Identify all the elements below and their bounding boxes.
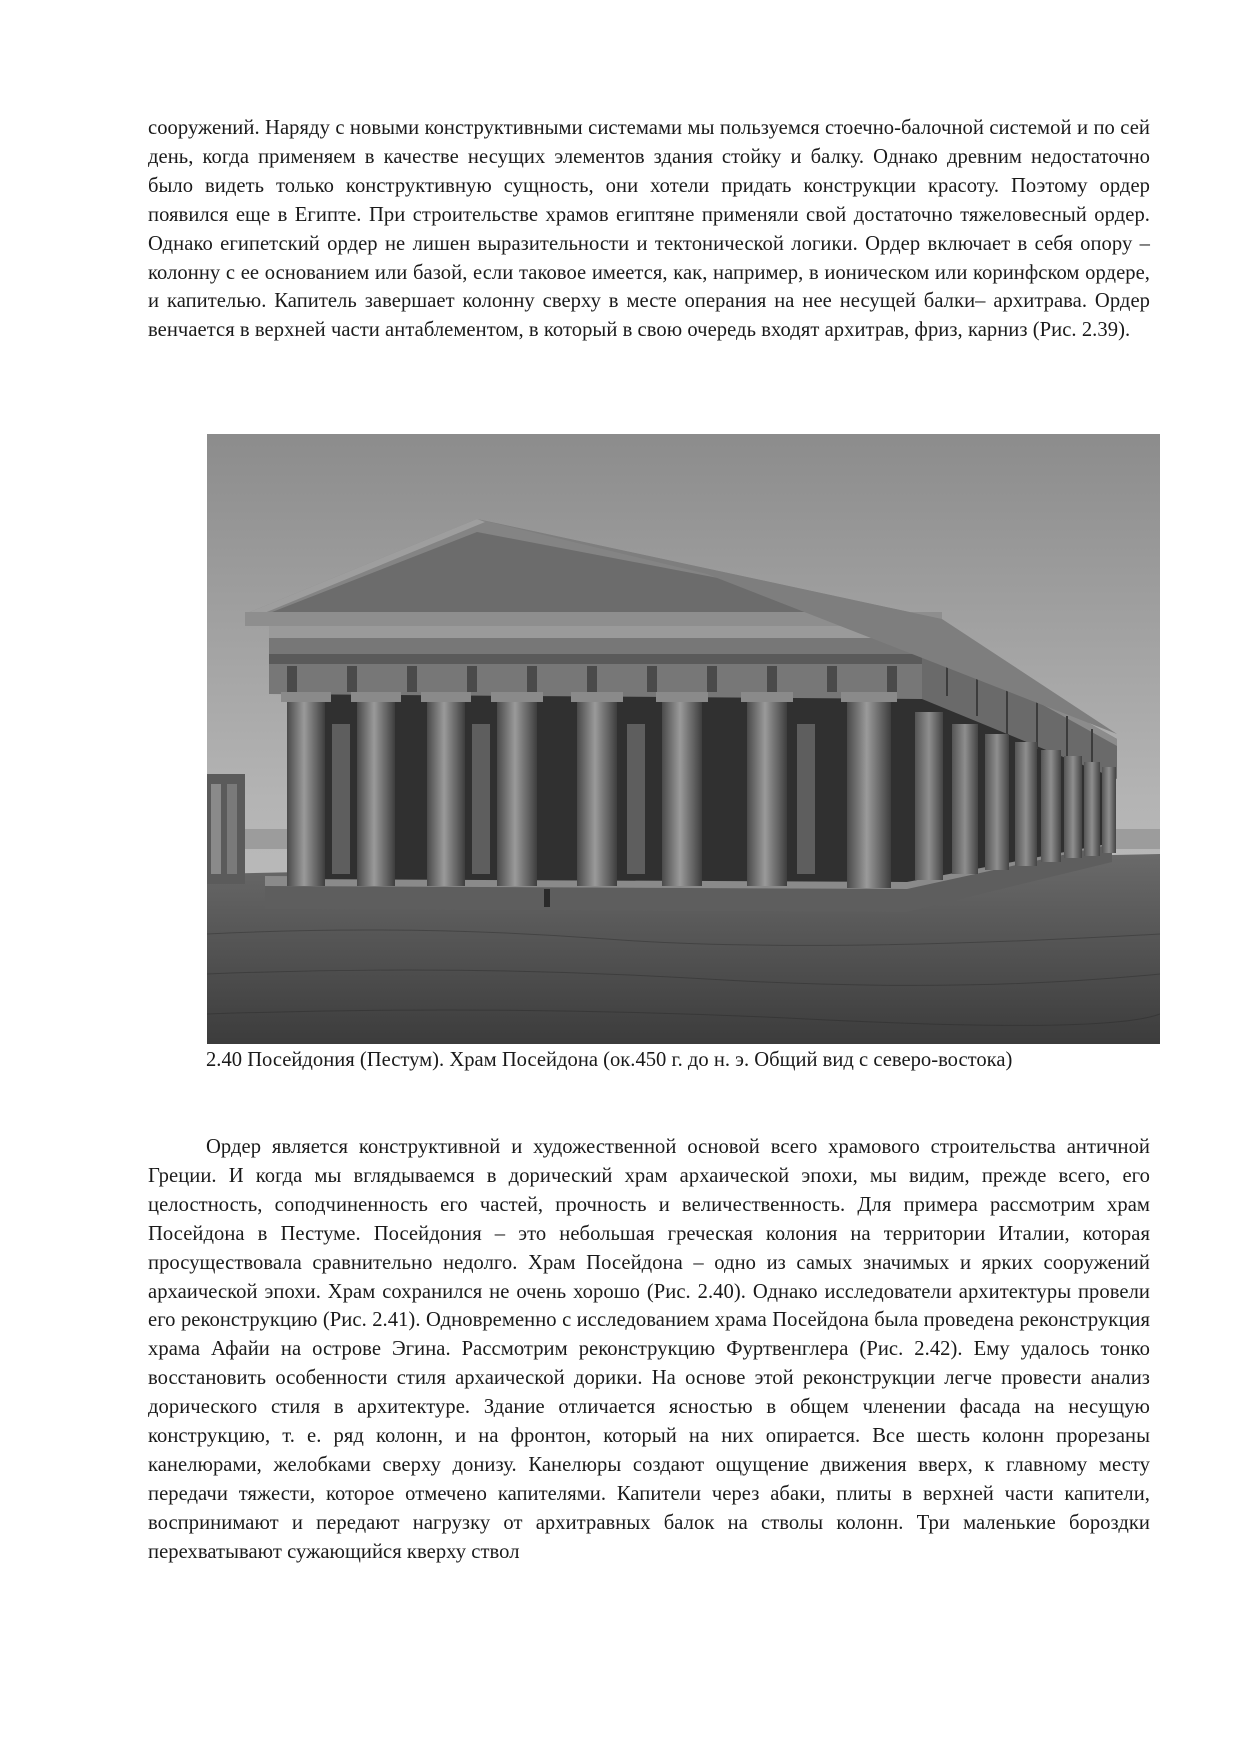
text-block-bottom (148, 1133, 1150, 1567)
figure-caption: 2.40 Посейдония (Пестум). Храм Посейдона (ок.450 г. до н. э. Общий вид с северо-востока) (206, 1049, 1013, 1071)
temple-photo (207, 434, 1160, 1044)
paragraph-bottom: Ордер является конструктивной и художественной основой всего храмового строительства античной Греции. И когда мы вглядываемся в дорический храм архаической эпохи, мы видим, прежде всего, его целостность, соподчиненность его частей, прочность и величественность. Для примера рассмотрим храм Посейдона в Пестуме. Посейдония – это небольшая греческая колония на территории Италии, которая просуществовала сравнительно недолго. Храм Посейдона – одно из самых значимых и ярких сооружений архаической эпохи. Храм сохранился не очень хорошо (Рис. 2.40). Однако исследователи архитектуры провели его реконструкцию (Рис. 2.41). Одновременно с исследованием храма Посейдона была проведена реконструкция храма Афайи на острове Эгина. Рассмотрим реконструкцию Фуртвенглера (Рис. 2.42). Ему удалось тонко восстановить особенности стиля архаической дорики. На основе этой реконструкции легче провести анализ дорического стиля в архитектуре. Здание отличается ясностью в общем членении фасада на несущую конструкцию, т. е. ряд колонн, и на фронтон, который на них опирается. Все шесть колонн прорезаны канелюрами, желобками сверху донизу. Канелюры создают ощущение движения вверх, к главному месту передачи тяжести, которое отмечено капителями. Капители через абаки, плиты в верхней части капители, воспринимают и передают нагрузку от архитравных балок на стволы колонн. Три маленькие бороздки перехватывают сужающийся кверху ствол (148, 1136, 1150, 1563)
temple-photo-figure (207, 434, 1160, 1044)
paragraph-top: сооружений. Наряду с новыми конструктивными системами мы пользуемся стоечно-балочной системой и по сей день, когда применяем в качестве несущих элементов здания стойку и балку. Однако древним недостаточно было видеть только конструктивную сущность, они хотели придать конструкции красоту. Поэтому ордер появился еще в Египте. При строительстве храмов египтяне применяли свой достаточно тяжеловесный ордер. Однако египетский ордер не лишен выразительности и тектонической логики. Ордер включает в себя опору – колонну с ее основанием или базой, если таковое имеется, как, например, в ионическом или коринфском ордере, и капителью. Капитель завершает колонну сверху в месте операния на нее несущей балки– архитрава. Ордер венчается в верхней части антаблементом, в который в свою очередь входят архитрав, фриз, карниз (Рис. 2.39). (148, 117, 1150, 342)
text-block-top (148, 114, 1150, 345)
